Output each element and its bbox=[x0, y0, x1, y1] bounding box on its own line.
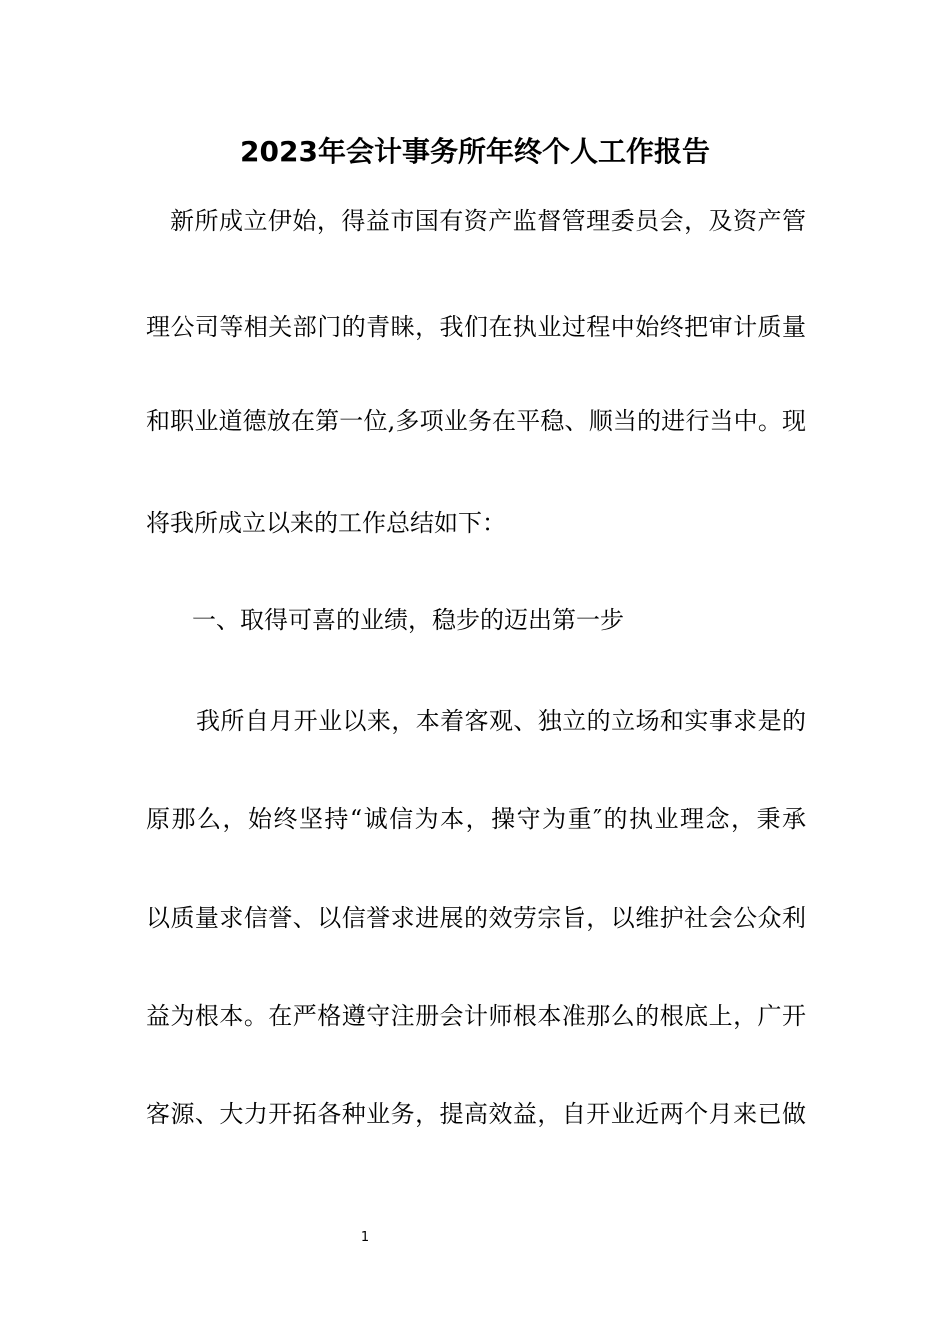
paragraph-line: 以质量求信誉、以信誉求进展的效劳宗旨，以维护社会公众利 bbox=[146, 904, 806, 932]
paragraph-line: 我所自月开业以来，本着客观、独立的立场和实事求是的 bbox=[196, 707, 806, 735]
paragraph-line: 理公司等相关部门的青睐，我们在执业过程中始终把审计质量 bbox=[146, 313, 806, 341]
paragraph-line: 益为根本。在严格遵守注册会计师根本准那么的根底上，广开 bbox=[146, 1002, 806, 1030]
paragraph-line: 客源、大力开拓各种业务，提高效益，自开业近两个月来已做 bbox=[146, 1100, 806, 1128]
page-number: 1 bbox=[360, 1230, 370, 1245]
paragraph-line: 原那么，始终坚持“诚信为本，操守为重″的执业理念，秉承 bbox=[146, 805, 806, 833]
paragraph-line: 将我所成立以来的工作总结如下： bbox=[146, 509, 506, 537]
paragraph-line: 新所成立伊始，得益市国有资产监督管理委员会，及资产管 bbox=[170, 207, 806, 235]
section-heading: 一、取得可喜的业绩，稳步的迈出第一步 bbox=[192, 606, 624, 634]
paragraph-line: 和职业道德放在第一位,多项业务在平稳、顺当的进行当中。现 bbox=[146, 407, 806, 435]
document-title: 2023年会计事务所年终个人工作报告 bbox=[240, 135, 710, 168]
